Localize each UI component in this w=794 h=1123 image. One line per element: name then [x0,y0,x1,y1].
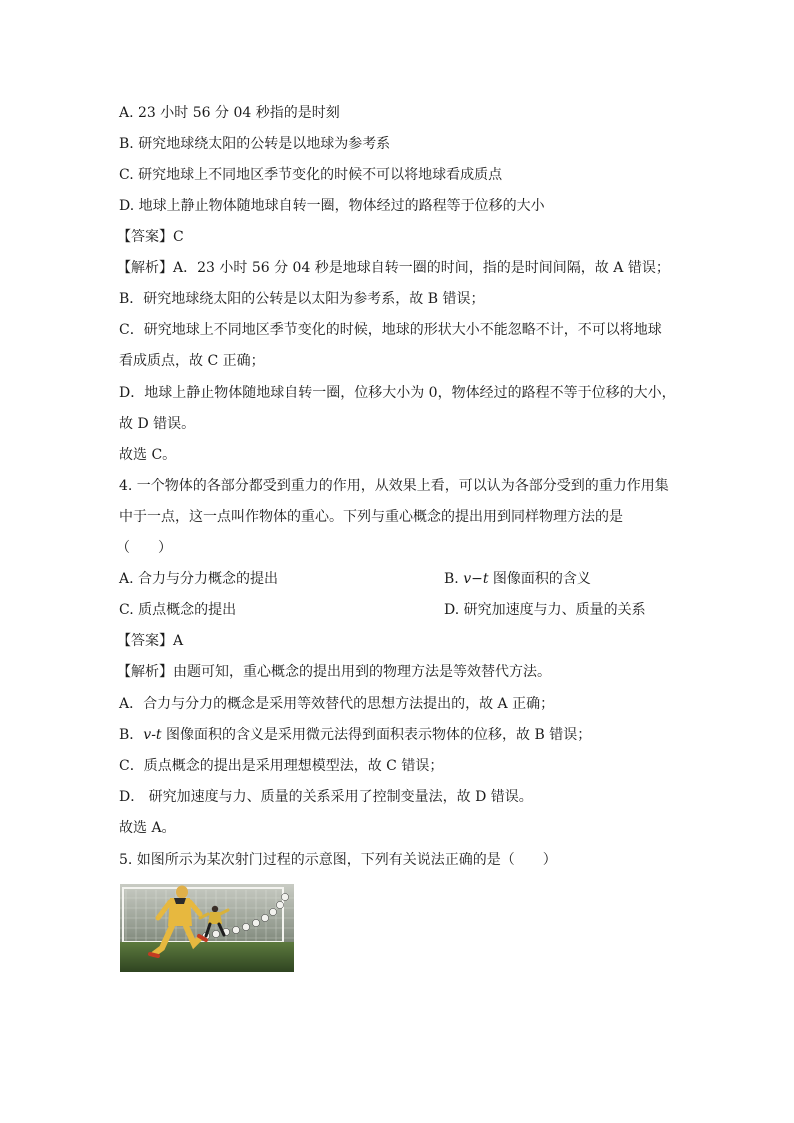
q4-analysis-b: B．v-t 图像面积的含义是采用微元法得到面积表示物体的位移，故 B 错误； [119,727,592,743]
q4-option-d: D. 研究加速度与力、质量的关系 [444,602,646,618]
answer-value: A [173,633,184,649]
q4-stem-line-1: 4. 一个物体的各部分都受到重力的作用，从效果上看，可以认为各部分受到的重力作用集 [119,478,669,494]
answer-tag: 【 答案 】 [117,229,173,245]
q3-analysis-line-2: B．研究地球绕太阳的公转是以太阳为参考系，故 B 错误； [119,291,485,307]
q4-stem-line-2: 中于一点，这一点叫作物体的重心。下列与重心概念的提出用到同样物理方法的是 [119,509,623,525]
vt-math: v-t [143,727,162,743]
q4-option-c: C. 质点概念的提出 [119,602,237,618]
answer-tag: 【 答案 】 [117,633,173,649]
analysis-tag: 【 解析 】 [117,260,173,276]
q3-option-b: B. 研究地球绕太阳的公转是以地球为参考系 [119,136,391,152]
q4-option-a: A. 合力与分力概念的提出 [119,571,279,587]
q4-option-b: B. v−t 图像面积的含义 [444,571,591,587]
q4-analysis-c: C．质点概念的提出是采用理想模型法，故 C 错误； [119,758,444,774]
q3-option-c: C. 研究地球上不同地区季节变化的时候不可以将地球看成质点 [119,167,503,183]
q4-analysis-a: A．合力与分力的概念是采用等效替代的思想方法提出的，故 A 正确； [119,696,555,712]
q3-conclusion: 故选 C。 [119,447,177,463]
pitch [120,942,294,972]
vt-math: v−t [463,571,489,587]
q4-analysis-d: D． 研究加速度与力、质量的关系采用了控制变量法，故 D 错误。 [119,789,533,805]
analysis-tag: 【 解析 】 [117,664,173,680]
q4-stem-bracket: （ ） [116,540,172,556]
q3-option-d: D. 地球上静止物体随地球自转一圈，物体经过的路程等于位移的大小 [119,198,545,214]
q3-analysis-line-4: 看成质点，故 C 正确； [119,353,265,369]
q3-analysis-line-1: 【 解析 】 A．23 小时 56 分 04 秒是地球自转一圈的时间，指的是时间间隔，故 A 错误； [117,258,670,278]
penalty-kick-illustration [120,884,294,972]
penalty-kick-photo [120,884,294,972]
answer-value: C [173,229,184,245]
q3-answer [117,227,184,247]
q5-stem: 5. 如图所示为某次射门过程的示意图，下列有关说法正确的是（ ） [119,852,557,868]
q4-answer [117,631,183,651]
q3-analysis-line-6: 故 D 错误。 [119,416,196,432]
q3-analysis-line-5: D．地球上静止物体随地球自转一圈，位移大小为 0，物体经过的路程不等于位移的大小， [119,385,676,401]
q3-option-a: A. 23 小时 56 分 04 秒指的是时刻 [119,105,340,121]
q4-analysis-intro: 【 解析 】 由题可知，重心概念的提出用到的物理方法是等效替代方法。 [117,662,551,682]
q4-conclusion: 故选 A。 [119,820,176,836]
q3-analysis-line-3: C．研究地球上不同地区季节变化的时候，地球的形状大小不能忽略不计，不可以将地球 [119,322,662,338]
